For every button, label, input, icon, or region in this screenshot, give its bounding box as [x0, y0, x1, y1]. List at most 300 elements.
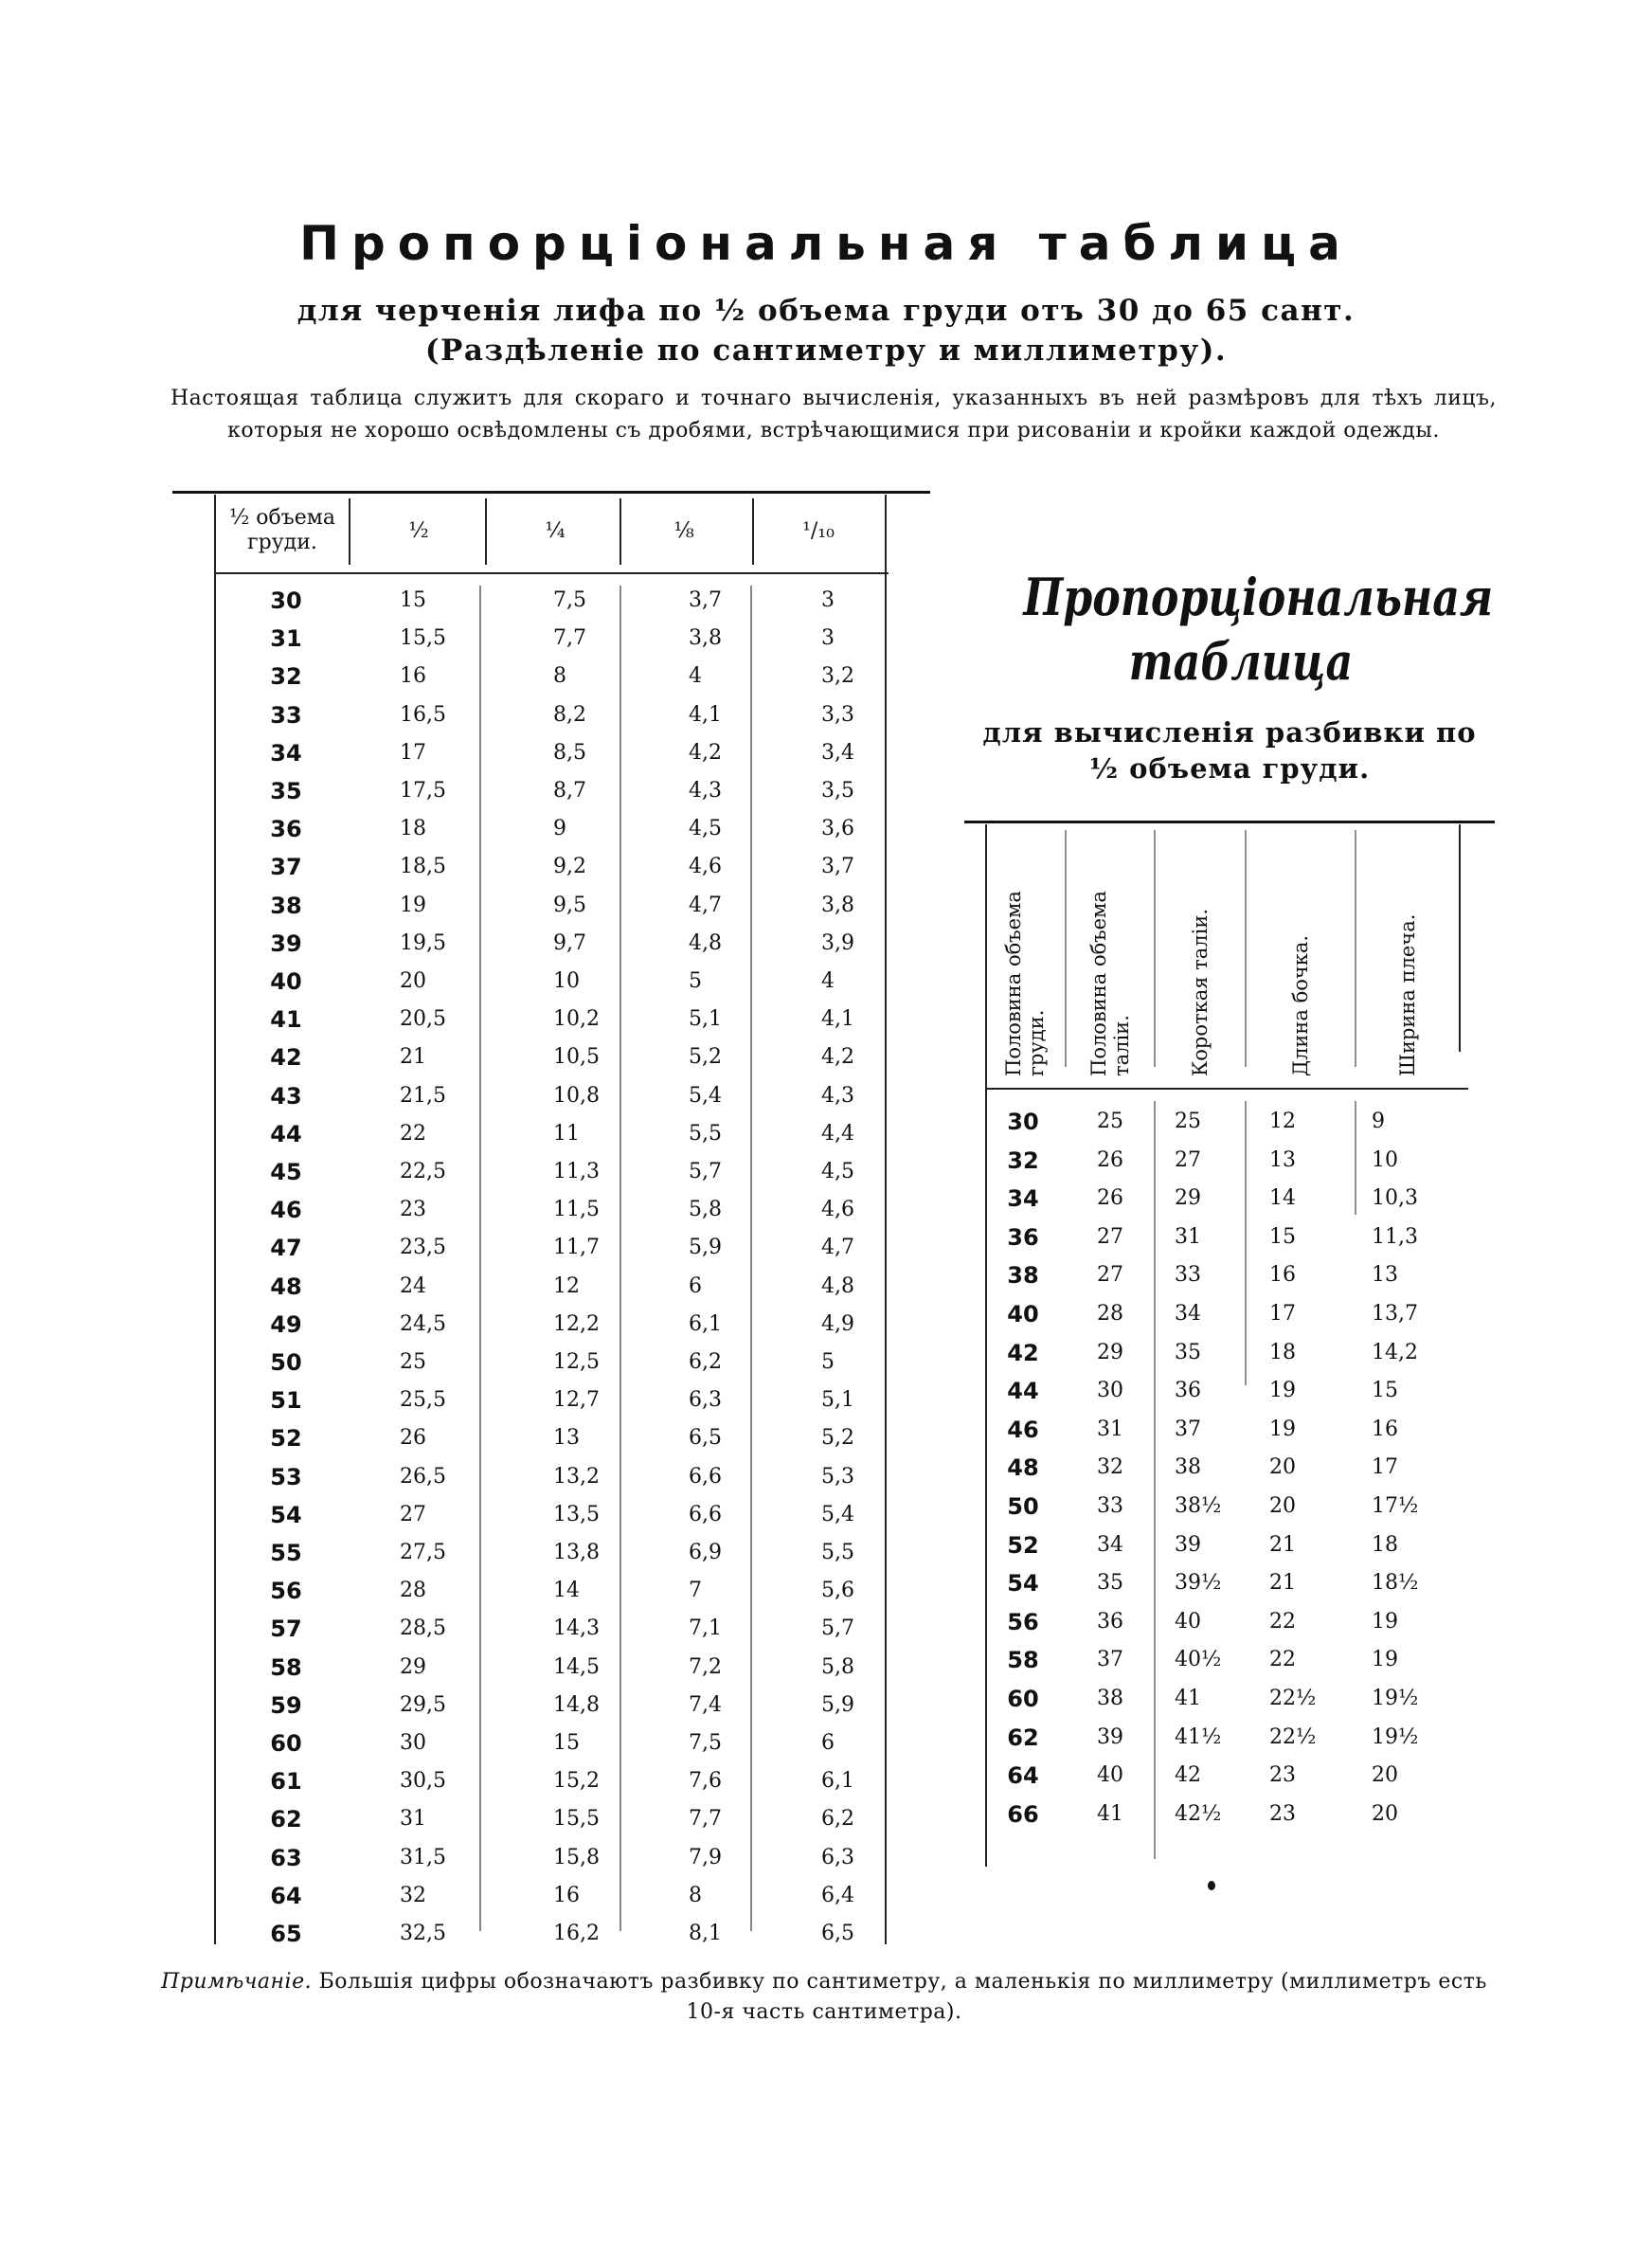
table-cell: 10,8 — [553, 1083, 600, 1108]
row-key-cell: 49 — [270, 1310, 302, 1338]
table-cell: 19 — [400, 893, 426, 917]
table-row — [964, 1295, 1495, 1333]
table-cell: 33 — [1097, 1494, 1123, 1518]
table-cell: 5,1 — [821, 1388, 854, 1413]
row-key-cell: 48 — [270, 1273, 302, 1300]
table-row — [964, 1372, 1495, 1410]
table-cell: 31,5 — [400, 1845, 446, 1869]
table-cell: 19 — [1372, 1609, 1398, 1634]
table-cell: 8 — [553, 664, 566, 689]
row-key-cell: 46 — [1007, 1416, 1039, 1443]
table-cell: 5,7 — [689, 1160, 722, 1183]
table-cell: 5,2 — [689, 1045, 722, 1070]
row-key-cell: 44 — [1007, 1378, 1039, 1405]
table-cell: 4,5 — [689, 817, 722, 841]
table-cell: 36 — [1175, 1379, 1201, 1403]
table-cell: 5,9 — [689, 1236, 722, 1260]
table-row — [172, 1038, 930, 1076]
table-row — [172, 1572, 930, 1610]
table-row — [172, 925, 930, 963]
table-cell: 12,5 — [553, 1350, 600, 1374]
table-cell: 19,5 — [400, 930, 446, 955]
table-cell: 38½ — [1175, 1494, 1222, 1518]
table-cell: 11,3 — [553, 1160, 600, 1183]
table-cell: 39½ — [1175, 1571, 1222, 1596]
table-cell: 25,5 — [400, 1388, 446, 1413]
table-row — [964, 1180, 1495, 1218]
table-row — [172, 1724, 930, 1762]
table-cell: 5 — [689, 969, 702, 993]
table-cell: 9 — [1372, 1110, 1385, 1133]
table-row — [172, 1077, 930, 1115]
table-cell: 19½ — [1372, 1724, 1419, 1749]
table-cell: 13,8 — [553, 1541, 600, 1564]
table-cell: 41½ — [1175, 1724, 1222, 1749]
table-cell: 6,6 — [689, 1464, 722, 1489]
row-key-cell: 30 — [1007, 1109, 1039, 1135]
table-row — [172, 1800, 930, 1838]
table-cell: 26 — [1097, 1147, 1123, 1172]
table-row — [172, 810, 930, 848]
table-cell: 22 — [400, 1121, 426, 1146]
row-key-cell: 33 — [270, 701, 302, 729]
table-row — [964, 1334, 1495, 1372]
table-cell: 22 — [1269, 1648, 1296, 1672]
table-cell: 7,5 — [553, 588, 586, 612]
table-cell: 5,1 — [689, 1007, 722, 1032]
row-key-cell: 60 — [1007, 1686, 1039, 1712]
row-key-cell: 58 — [1007, 1647, 1039, 1674]
table-row — [964, 1449, 1495, 1487]
table-cell: 15,2 — [553, 1769, 600, 1794]
table-row — [172, 772, 930, 810]
row-key-cell: 36 — [1007, 1223, 1039, 1251]
table-cell: 8,7 — [553, 779, 586, 803]
table-cell: 20 — [1372, 1763, 1398, 1788]
table-cell: 32 — [400, 1883, 426, 1907]
table-cell: 20 — [1269, 1455, 1296, 1480]
table-cell: 41 — [1097, 1801, 1123, 1826]
table-cell: 5 — [821, 1350, 835, 1374]
row-key-cell: 35 — [270, 778, 302, 804]
column-header: Ширина плеча. — [1396, 913, 1419, 1076]
row-key-cell: 54 — [270, 1501, 302, 1528]
table-row — [964, 1641, 1495, 1679]
table-cell: 4,1 — [689, 702, 722, 727]
table-cell: 4,1 — [821, 1007, 854, 1032]
table-cell: 15,5 — [400, 626, 446, 651]
table-cell: 26,5 — [400, 1464, 446, 1489]
table-row — [172, 1419, 930, 1457]
table-cell: 5,8 — [689, 1198, 722, 1222]
table-cell: 25 — [1175, 1110, 1201, 1133]
table-cell: 28 — [400, 1579, 426, 1603]
table-cell: 27 — [1097, 1224, 1123, 1249]
table-cell: 17 — [400, 740, 426, 765]
table-cell: 3,2 — [821, 664, 854, 689]
table-cell: 14,5 — [553, 1654, 600, 1679]
table-row — [172, 848, 930, 886]
row-key-cell: 60 — [270, 1730, 302, 1757]
table-cell: 12,7 — [553, 1388, 600, 1413]
table-cell: 7,9 — [689, 1845, 722, 1869]
column-header: ⅛ — [673, 519, 694, 543]
table-cell: 35 — [1097, 1571, 1123, 1596]
footnote-text: Большія цифры обозначаютъ разбивку по сантиметру, а маленькія по миллиметру (миллиметръ есть 10-я часть сантиметра). — [318, 1970, 1487, 2024]
row-key-cell: 34 — [270, 739, 302, 767]
table-cell: 22,5 — [400, 1160, 446, 1183]
table-cell: 27,5 — [400, 1541, 446, 1564]
table-cell: 42 — [1175, 1763, 1201, 1788]
table-cell: 7,4 — [689, 1692, 722, 1717]
column-divider — [349, 498, 350, 565]
table-cell: 17 — [1269, 1302, 1296, 1326]
table-cell: 39 — [1175, 1532, 1201, 1557]
table-cell: 14 — [1269, 1186, 1296, 1211]
row-key-cell: 43 — [270, 1082, 302, 1110]
table-cell: 34 — [1175, 1302, 1201, 1326]
table-row — [964, 1564, 1495, 1602]
table-cell: 13,2 — [553, 1464, 600, 1489]
table-cell: 12,2 — [553, 1311, 600, 1336]
row-key-cell: 64 — [270, 1882, 302, 1909]
table-cell: 23 — [1269, 1801, 1296, 1826]
table-cell: 23 — [400, 1198, 426, 1222]
table-cell: 14,3 — [553, 1616, 600, 1641]
table-cell: 40 — [1097, 1763, 1123, 1788]
row-key-cell: 36 — [270, 816, 302, 843]
table-cell: 23 — [1269, 1763, 1296, 1788]
table-cell: 10,2 — [553, 1007, 600, 1032]
table-cell: 5,4 — [689, 1083, 722, 1108]
table-cell: 19 — [1372, 1648, 1398, 1672]
table-cell: 8,5 — [553, 740, 586, 765]
table-row — [964, 1603, 1495, 1641]
row-key-cell: 42 — [1007, 1339, 1039, 1366]
table-row — [172, 1687, 930, 1724]
row-key-cell: 66 — [1007, 1800, 1039, 1828]
column-header: Половина объема груди. — [1002, 891, 1048, 1076]
right-table-title — [1023, 565, 1494, 694]
table-row — [172, 1877, 930, 1915]
table-cell: 29 — [1097, 1340, 1123, 1364]
table-cell: 15,8 — [553, 1845, 600, 1869]
table-cell: 4,2 — [821, 1045, 854, 1070]
column-header: ¼ — [545, 519, 566, 543]
table-cell: 13,5 — [553, 1502, 600, 1526]
row-key-cell: 62 — [270, 1806, 302, 1833]
table-cell: 10 — [553, 969, 580, 993]
table-cell: 6,2 — [821, 1807, 854, 1832]
table-cell: 9 — [553, 817, 566, 841]
table-cell: 29 — [400, 1654, 426, 1679]
row-key-cell: 31 — [270, 625, 302, 653]
left-proportion-table — [172, 491, 930, 1952]
column-header: Короткая таліи. — [1189, 908, 1212, 1076]
row-key-cell: 45 — [270, 1159, 302, 1185]
table-cell: 13 — [1269, 1147, 1296, 1172]
table-row — [172, 1115, 930, 1153]
table-row — [172, 887, 930, 925]
table-row — [964, 1103, 1495, 1141]
table-cell: 31 — [400, 1807, 426, 1832]
table-cell: 15,5 — [553, 1807, 600, 1832]
table-top-rule — [964, 821, 1495, 823]
table-cell: 20 — [1269, 1494, 1296, 1518]
table-cell: 37 — [1097, 1648, 1123, 1672]
table-row — [172, 658, 930, 695]
table-row — [964, 1256, 1495, 1294]
table-cell: 8,2 — [553, 702, 586, 727]
table-cell: 10,3 — [1372, 1186, 1418, 1211]
table-cell: 38 — [1175, 1455, 1201, 1480]
row-key-cell: 32 — [270, 663, 302, 691]
table-cell: 21 — [1269, 1571, 1296, 1596]
table-cell: 27 — [1175, 1147, 1201, 1172]
table-cell: 4,5 — [821, 1160, 854, 1183]
row-key-cell: 54 — [1007, 1570, 1039, 1598]
table-cell: 5,5 — [689, 1121, 722, 1146]
table-cell: 33 — [1175, 1263, 1201, 1288]
table-cell: 16 — [400, 664, 426, 689]
table-cell: 6,4 — [821, 1883, 854, 1907]
row-key-cell: 59 — [270, 1691, 302, 1719]
row-key-cell: 39 — [270, 930, 302, 957]
table-cell: 11,5 — [553, 1198, 600, 1222]
table-cell: 21 — [400, 1045, 426, 1070]
table-cell: 4,9 — [821, 1311, 854, 1336]
table-cell: 41 — [1175, 1687, 1201, 1710]
row-key-cell: 63 — [270, 1844, 302, 1871]
table-cell: 20 — [1372, 1801, 1398, 1826]
header-rule — [985, 1088, 1468, 1090]
table-cell: 5,8 — [821, 1654, 854, 1679]
row-key-cell: 65 — [270, 1921, 302, 1947]
table-row — [964, 1757, 1495, 1795]
row-key-cell: 48 — [1007, 1454, 1039, 1482]
table-row — [964, 1796, 1495, 1833]
table-row — [172, 1762, 930, 1800]
table-cell: 7,5 — [689, 1731, 722, 1755]
table-row — [172, 1229, 930, 1267]
row-key-cell: 32 — [1007, 1147, 1039, 1174]
table-cell: 4,8 — [821, 1273, 854, 1298]
table-row — [172, 1458, 930, 1496]
row-key-cell: 50 — [1007, 1493, 1039, 1520]
table-cell: 5,3 — [821, 1464, 854, 1489]
table-cell: 17,5 — [400, 779, 446, 803]
table-cell: 19 — [1269, 1379, 1296, 1403]
table-cell: 19½ — [1372, 1687, 1419, 1710]
table-cell: 6,3 — [689, 1388, 722, 1413]
row-key-cell: 40 — [270, 968, 302, 995]
table-cell: 16,5 — [400, 702, 446, 727]
table-cell: 3,6 — [821, 817, 854, 841]
table-cell: 14 — [553, 1579, 580, 1603]
table-cell: 5,9 — [821, 1692, 854, 1717]
row-key-cell: 53 — [270, 1463, 302, 1490]
table-cell: 12 — [553, 1273, 580, 1298]
table-row — [172, 1534, 930, 1572]
table-cell: 22½ — [1269, 1687, 1317, 1710]
table-cell: 7,6 — [689, 1769, 722, 1794]
table-cell: 3 — [821, 588, 835, 612]
table-row — [172, 1001, 930, 1038]
row-key-cell: 38 — [1007, 1262, 1039, 1290]
table-cell: 30 — [400, 1731, 426, 1755]
row-key-cell: 40 — [1007, 1301, 1039, 1327]
table-row — [172, 1610, 930, 1648]
table-cell: 21,5 — [400, 1083, 446, 1108]
table-cell: 6 — [689, 1273, 702, 1298]
table-cell: 6,6 — [689, 1502, 722, 1526]
table-cell: 17 — [1372, 1455, 1398, 1480]
table-cell: 6,3 — [821, 1845, 854, 1869]
row-key-cell: 57 — [270, 1616, 302, 1643]
column-divider — [485, 498, 487, 565]
table-cell: 15 — [1372, 1379, 1398, 1403]
table-cell: 30,5 — [400, 1769, 446, 1794]
table-cell: 4 — [689, 664, 702, 689]
table-cell: 27 — [1097, 1263, 1123, 1288]
table-cell: 35 — [1175, 1340, 1201, 1364]
table-row — [172, 1191, 930, 1229]
table-cell: 13,7 — [1372, 1302, 1418, 1326]
table-cell: 42½ — [1175, 1801, 1222, 1826]
table-cell: 4,4 — [821, 1121, 854, 1146]
table-row — [964, 1142, 1495, 1180]
table-cell: 7,7 — [689, 1807, 722, 1832]
table-cell: 27 — [400, 1502, 426, 1526]
table-cell: 8,1 — [689, 1922, 722, 1945]
right-proportion-table — [964, 821, 1495, 1872]
table-cell: 19 — [1269, 1417, 1296, 1441]
table-cell: 16 — [1269, 1263, 1296, 1288]
table-top-rule — [172, 491, 930, 494]
table-cell: 15 — [553, 1731, 580, 1755]
table-cell: 17½ — [1372, 1494, 1419, 1518]
table-cell: 3,9 — [821, 930, 854, 955]
row-key-cell: 52 — [270, 1425, 302, 1453]
table-cell: 6,1 — [821, 1769, 854, 1794]
column-divider — [620, 498, 621, 565]
table-cell: 22½ — [1269, 1724, 1317, 1749]
table-cell: 9,7 — [553, 930, 586, 955]
subtitle-line-1: для черченія лифа по ½ объема груди отъ 30 до 65 сант. — [296, 294, 1356, 328]
table-row — [172, 963, 930, 1001]
table-cell: 3,3 — [821, 702, 854, 727]
table-row — [964, 1488, 1495, 1526]
table-cell: 29 — [1175, 1186, 1201, 1211]
table-cell: 11,3 — [1372, 1224, 1418, 1249]
footnote — [161, 1967, 1487, 2028]
table-cell: 6,9 — [689, 1541, 722, 1564]
table-cell: 15 — [400, 588, 426, 612]
table-row — [172, 1153, 930, 1191]
row-key-cell: 58 — [270, 1653, 302, 1681]
table-row — [172, 696, 930, 734]
table-cell: 4,8 — [689, 930, 722, 955]
table-cell: 32 — [1097, 1455, 1123, 1480]
table-cell: 13 — [553, 1426, 580, 1451]
column-header: Длина бочка. — [1289, 934, 1312, 1076]
table-cell: 6,5 — [821, 1922, 854, 1945]
table-cell: 25 — [400, 1350, 426, 1374]
table-cell: 4,2 — [689, 740, 722, 765]
table-row — [172, 734, 930, 772]
table-row — [172, 620, 930, 658]
table-cell: 16 — [1372, 1417, 1398, 1441]
table-cell: 4,3 — [689, 779, 722, 803]
row-key-cell: 61 — [270, 1768, 302, 1796]
table-cell: 3,8 — [689, 626, 722, 651]
table-cell: 22 — [1269, 1609, 1296, 1634]
table-cell: 26 — [1097, 1186, 1123, 1211]
table-cell: 5,5 — [821, 1541, 854, 1564]
table-cell: 6,5 — [689, 1426, 722, 1451]
subtitle-line-2: (Раздѣленіе по сантиметру и миллиметру). — [424, 334, 1228, 368]
right-table-subtitle: для вычисленія разбивки по ½ объема груди. — [982, 716, 1477, 785]
row-key-cell: 52 — [1007, 1531, 1039, 1559]
row-key-cell: 56 — [270, 1578, 302, 1605]
table-cell: 18 — [1372, 1532, 1398, 1557]
table-cell: 29,5 — [400, 1692, 446, 1717]
row-key-cell: 44 — [270, 1120, 302, 1147]
table-cell: 31 — [1175, 1224, 1201, 1249]
table-row — [172, 582, 930, 620]
table-cell: 14,8 — [553, 1692, 600, 1717]
table-cell: 5,2 — [821, 1426, 854, 1451]
table-cell: 4,6 — [821, 1198, 854, 1222]
table-row — [964, 1680, 1495, 1718]
table-cell: 30 — [1097, 1379, 1123, 1403]
table-cell: 9,5 — [553, 893, 586, 917]
table-row — [172, 1496, 930, 1534]
table-row — [172, 1344, 930, 1381]
table-cell: 16,2 — [553, 1922, 600, 1945]
row-key-cell: 46 — [270, 1197, 302, 1224]
table-row — [172, 1306, 930, 1344]
table-cell: 3 — [821, 626, 835, 651]
table-cell: 28 — [1097, 1302, 1123, 1326]
row-key-cell: 30 — [270, 587, 302, 614]
row-key-cell: 64 — [1007, 1762, 1039, 1790]
table-right-rule — [1459, 824, 1461, 1052]
table-cell: 3,5 — [821, 779, 854, 803]
table-cell: 4,7 — [689, 893, 722, 917]
table-cell: 31 — [1097, 1417, 1123, 1441]
page-title: Пропорціональная таблица — [299, 216, 1353, 271]
header-rule — [216, 572, 889, 574]
table-cell: 4,7 — [821, 1236, 854, 1260]
table-cell: 26 — [400, 1426, 426, 1451]
table-cell: 6,1 — [689, 1311, 722, 1336]
table-cell: 40½ — [1175, 1648, 1222, 1672]
right-title-line-2: таблица — [1128, 631, 1354, 692]
table-cell: 11,7 — [553, 1236, 600, 1260]
table-cell: 20,5 — [400, 1007, 446, 1032]
table-cell: 10,5 — [553, 1045, 600, 1070]
table-cell: 6 — [821, 1731, 835, 1755]
column-divider — [752, 498, 754, 565]
ink-dot — [1208, 1881, 1215, 1890]
table-cell: 8 — [689, 1883, 702, 1907]
table-cell: 16 — [553, 1883, 580, 1907]
row-key-cell: 62 — [1007, 1724, 1039, 1751]
row-key-cell: 42 — [270, 1044, 302, 1072]
table-cell: 18 — [1269, 1340, 1296, 1364]
table-row — [172, 1915, 930, 1953]
